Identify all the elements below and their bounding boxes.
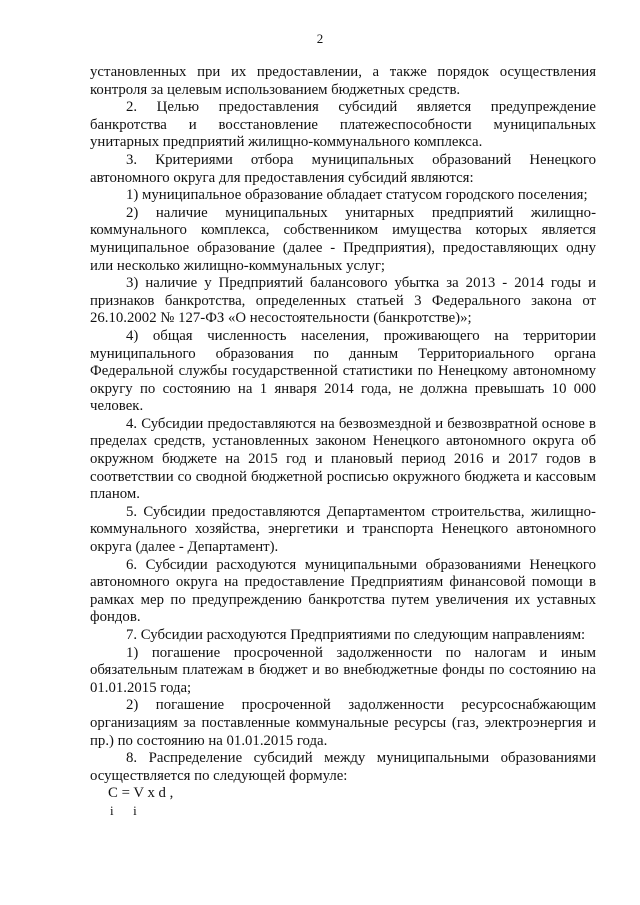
paragraph-8-distribution: 8. Распределение субсидий между муниципальными образованиями осуществляется по следующей формуле:	[90, 750, 596, 784]
criterion-4: 4) общая численность населения, проживающего на территории муниципального образования по данным Территориального органа Федеральной службы государственной статистики по Ненецкому автономному округу по состоянию на 1 января 2014 года, не должна превышать 10 000 человек.	[90, 327, 596, 415]
document-body	[90, 64, 596, 818]
criterion-1: 1) муниципальное образование обладает статусом городского поселения;	[126, 187, 588, 204]
paragraph-3-criteria: 3. Критериями отбора муниципальных образований Ненецкого автономного округа для предоставления субсидий являются:	[90, 151, 596, 186]
paragraph-5-provider: 5. Субсидии предоставляются Департаментом строительства, жилищно-коммунального хозяйства, энергетики и транспорта Ненецкого автономного округа (далее - Департамент).	[90, 503, 596, 556]
criterion-2: 2) наличие муниципальных унитарных предприятий жилищно-коммунального комплекса, собственником имущества которых является муниципальное образование (далее - Предприятия), предоставляющих одну или несколько жилищно-коммунальных услуг;	[90, 204, 596, 274]
paragraph-2-goal: 2. Целью предоставления субсидий является предупреждение банкротства и восстановление платежеспособности муниципальных унитарных предприятий жилищно-коммунального комплекса.	[90, 99, 596, 151]
page-number: 2	[316, 31, 324, 46]
direction-1: 1) погашение просроченной задолженности по налогам и иным обязательным платежам в бюджет и во внебюджетные фонды по состоянию на 01.01.2015 года;	[90, 644, 596, 696]
paragraph-4-basis: 4. Субсидии предоставляются на безвозмездной и безвозвратной основе в пределах средств, установленных законом Ненецкого автономного округа об окружном бюджете на 2015 год и плановый период 2016 и 2017 годов в соответствии со сводной бюджетной росписью окружного бюджета и кассовым планом.	[90, 415, 596, 503]
paragraph-continuation: установленных при их предоставлении, а также порядок осуществления контроля за целевым использованием бюджетных средств.	[90, 64, 596, 98]
paragraph-6-usage: 6. Субсидии расходуются муниципальными образованиями Ненецкого автономного округа на предоставление Предприятиям финансовой помощи в рамках мер по предупреждению банкротства путем увеличения их уставных фондов.	[90, 556, 596, 626]
formula-main: C = V x d ,	[108, 785, 174, 802]
criterion-3: 3) наличие у Предприятий балансового убытка за 2013 - 2014 годы и признаков банкротства, определенных статьей 3 Федерального закона от 26.10.2002 № 127-ФЗ «О несостоятельности (банкротстве)»;	[90, 275, 596, 327]
direction-2: 2) погашение просроченной задолженности ресурсоснабжающим организациям за поставленные коммунальные ресурсы (газ, электроэнергия и пр.) по состоянию на 01.01.2015 года.	[90, 697, 596, 749]
formula-subscripts: i i	[110, 802, 137, 818]
paragraph-7-directions: 7. Субсидии расходуются Предприятиями по следующим направлениям:	[126, 627, 586, 643]
